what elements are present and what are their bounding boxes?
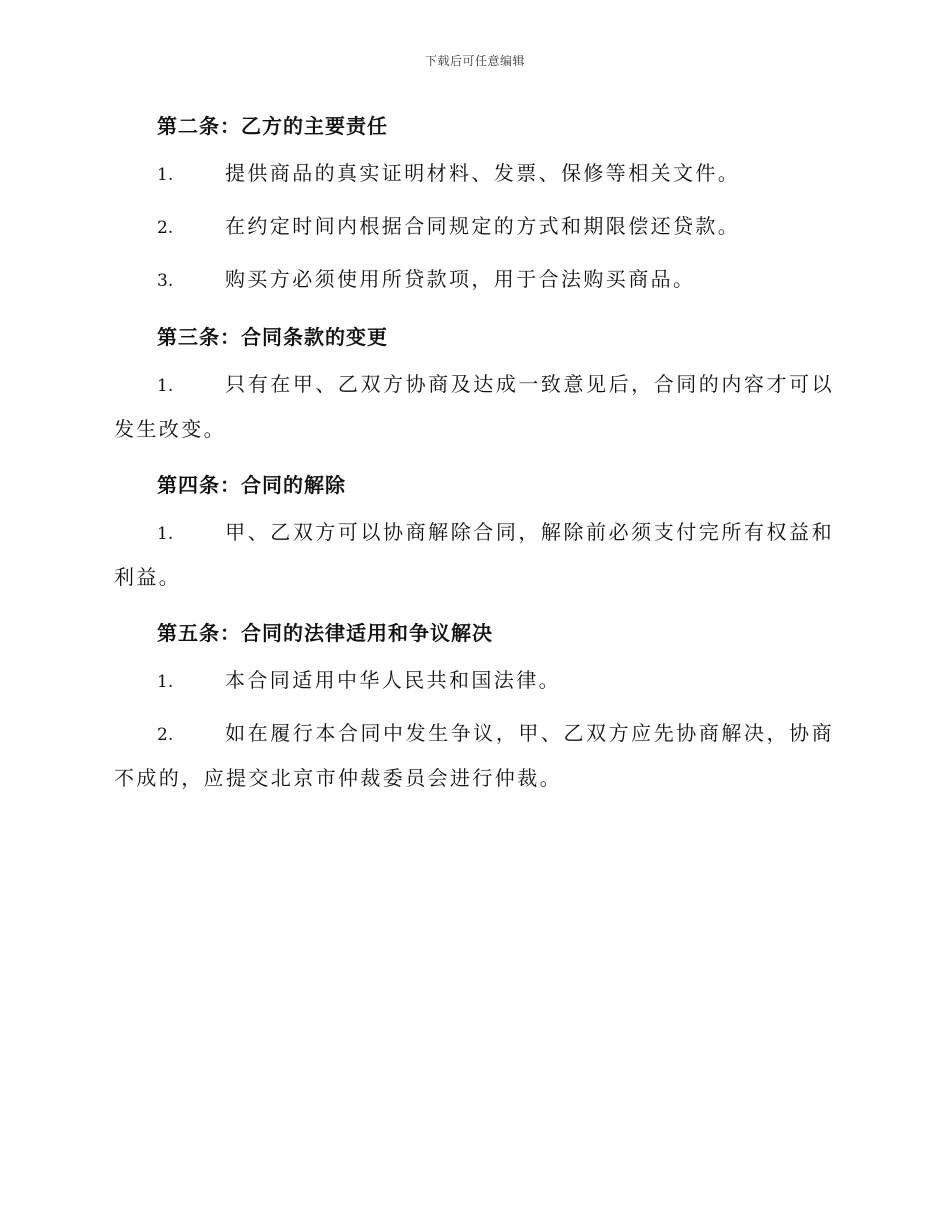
clause-number: 2. xyxy=(157,725,174,745)
clause-item xyxy=(114,152,834,197)
page-header-note: 下载后可任意编辑 xyxy=(424,54,525,68)
section-title: 第二条：乙方的主要责任 xyxy=(157,114,388,138)
clause-item xyxy=(114,363,834,451)
section-article-2 xyxy=(114,108,834,303)
clause-text: 在约定时间内根据合同规定的方式和期限偿还贷款。 xyxy=(225,214,741,238)
clause-number: 2. xyxy=(157,218,174,238)
clause-item xyxy=(114,659,834,704)
section-article-5 xyxy=(114,615,834,800)
clause-text: 本合同适用中华人民共和国法律。 xyxy=(225,668,561,692)
section-title: 第四条：合同的解除 xyxy=(157,473,346,497)
clause-text: 只有在甲、乙双方协商及达成一致意见后，合同的内容才可以发生改变。 xyxy=(114,372,834,441)
section-article-4 xyxy=(114,467,834,599)
clause-number: 1. xyxy=(157,165,174,185)
clause-text: 购买方必须使用所贷款项，用于合法购买商品。 xyxy=(225,267,696,291)
clause-text: 如在履行本合同中发生争议，甲、乙双方应先协商解决，协商不成的，应提交北京市仲裁委员会进行仲裁。 xyxy=(114,721,834,790)
clause-item xyxy=(114,205,834,250)
clause-text: 甲、乙双方可以协商解除合同，解除前必须支付完所有权益和利益。 xyxy=(114,520,834,589)
section-title: 第五条：合同的法律适用和争议解决 xyxy=(157,621,493,645)
clause-number: 1. xyxy=(157,376,174,396)
clause-item xyxy=(114,258,834,303)
clause-number: 3. xyxy=(157,271,174,291)
clause-number: 1. xyxy=(157,672,174,692)
section-article-3 xyxy=(114,319,834,451)
clause-item xyxy=(114,712,834,800)
document-body xyxy=(114,108,834,800)
clause-item xyxy=(114,511,834,599)
clause-number: 1. xyxy=(157,524,174,544)
clause-text: 提供商品的真实证明材料、发票、保修等相关文件。 xyxy=(225,161,741,185)
section-title: 第三条：合同条款的变更 xyxy=(157,325,388,349)
